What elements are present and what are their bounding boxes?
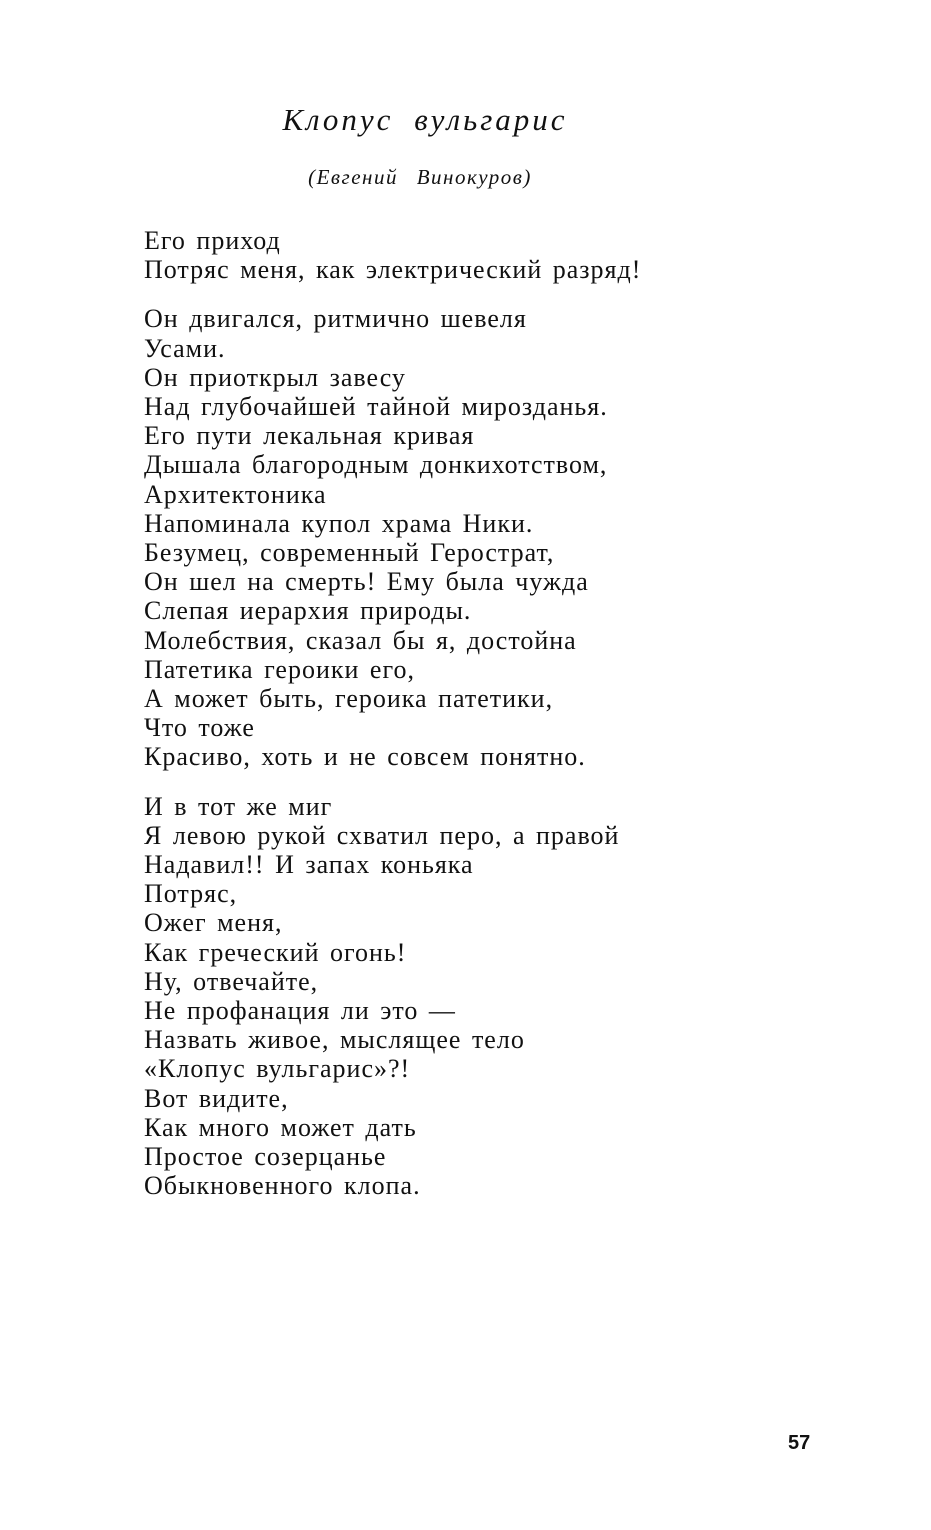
poem-author: (Евгений Винокуров)	[308, 165, 532, 189]
poem-line: Красиво, хоть и не совсем понятно.	[144, 742, 586, 772]
stanza-gap	[144, 772, 844, 792]
poem-line: Дышала благородным донкихотством,	[144, 450, 608, 480]
poem-line: Я левою рукой схватил перо, а правой	[144, 820, 620, 850]
poem-line: Как греческий огонь!	[144, 937, 407, 967]
stanza-gap	[144, 284, 844, 304]
poem-line: Ну, отвечайте,	[144, 966, 319, 996]
poem-line: И в тот же миг	[144, 791, 333, 821]
stanza-3	[144, 792, 844, 1201]
poem-line: Над глубочайшей тайной мирозданья.	[144, 392, 608, 422]
poem-title: Клопус вульгарис	[282, 102, 568, 137]
poem-line: Его пути лекальная кривая	[144, 421, 475, 451]
stanza-2	[144, 304, 844, 771]
poem-line: Потряс,	[144, 879, 238, 909]
poem-line: Что тоже	[144, 713, 255, 743]
poem-line: Надавил!! И запах коньяка	[144, 850, 474, 880]
poem-line: Патетика героики его,	[144, 654, 415, 684]
page-number: 57	[788, 1432, 811, 1454]
poem-line: Потряс меня, как электрический разряд!	[144, 255, 642, 285]
poem-line: Он шел на смерть! Ему была чужда	[144, 567, 589, 597]
poem-line: Ожег меня,	[144, 908, 283, 938]
stanza-1	[144, 226, 844, 284]
poem-line: Он двигался, ритмично шевеля	[144, 304, 527, 334]
poem-line: Как много может дать	[144, 1112, 417, 1142]
poem-line: Обыкновенного клопа.	[144, 1171, 421, 1201]
poem-line: Напоминала купол храма Ники.	[144, 508, 534, 538]
poem-line: Он приоткрыл завесу	[144, 362, 406, 392]
poem-line: Архитектоника	[144, 479, 327, 509]
poem-line: Вот видите,	[144, 1083, 289, 1113]
poem-line: А может быть, героика патетики,	[144, 684, 554, 714]
poem-line: Не профанация ли это —	[144, 996, 456, 1026]
poem-line: Слепая иерархия природы.	[144, 596, 472, 626]
poem-line: Простое созерцанье	[144, 1142, 387, 1172]
poem-body	[144, 226, 844, 1201]
poem-line: Его приход	[144, 226, 281, 255]
poem-line: Безумец, современный Герострат,	[144, 538, 555, 568]
poem-line: Назвать живое, мыслящее тело	[144, 1025, 525, 1055]
poem-line: Молебствия, сказал бы я, достойна	[144, 625, 577, 655]
poem-line: «Клопус вульгарис»?!	[144, 1054, 411, 1084]
poem-line: Усами.	[144, 333, 226, 363]
